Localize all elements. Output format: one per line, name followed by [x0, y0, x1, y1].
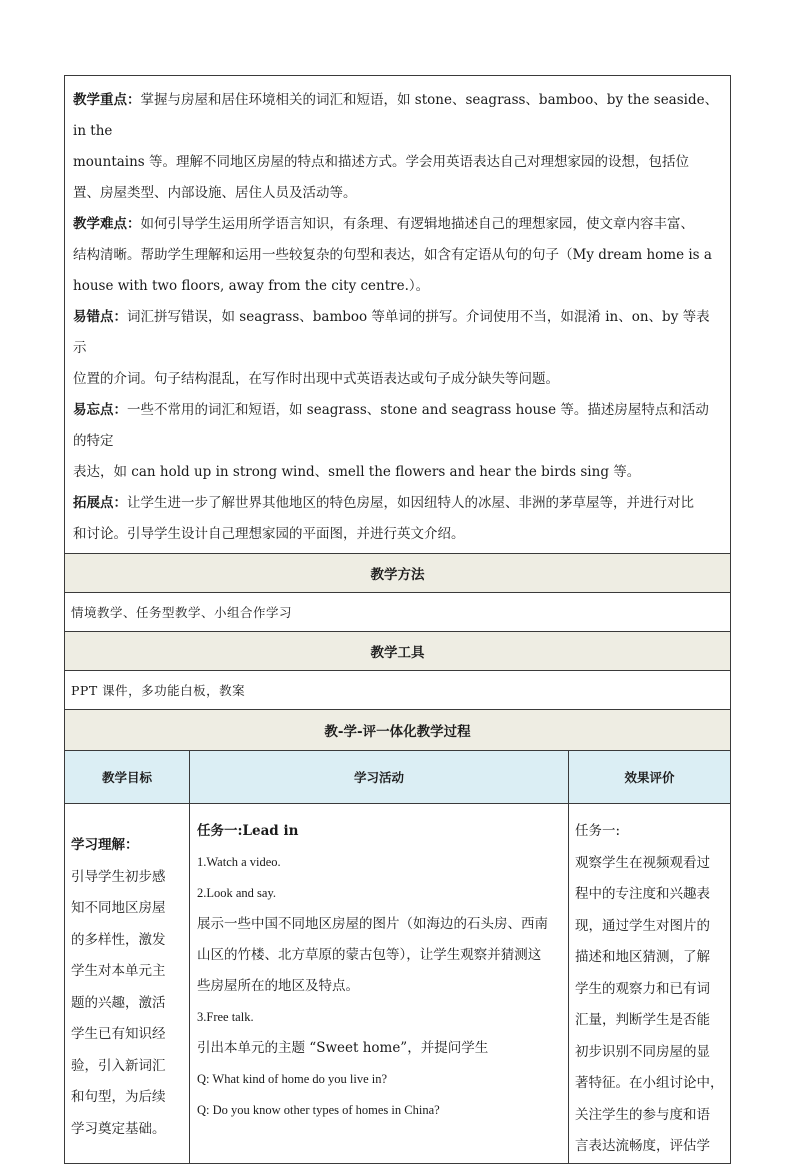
objective-cell: [65, 804, 190, 1164]
evaluation-column-header: 效果评价: [569, 751, 731, 804]
activity-line: 山区的竹楼、北方草原的蒙古包等），让学生观察并猜测这: [197, 947, 542, 963]
errors-line: 位置的介词。句子结构混乱，在写作时出现中式英语表达或句子成分缺失等问题。: [73, 371, 559, 387]
focus-line: 置、房屋类型、内部设施、居住人员及活动等。: [73, 185, 357, 201]
evaluation-line: 观察学生在视频观看过: [575, 854, 710, 871]
forget-paragraph: [73, 395, 722, 488]
activity-column-header: 学习活动: [190, 751, 569, 804]
activity-line: 引出本单元的主题 “Sweet home”，并提问学生: [197, 1040, 489, 1056]
process-body-row: [65, 804, 731, 1164]
errors-label: 易错点：: [73, 309, 127, 325]
forget-line: 表达，如 can hold up in strong wind、smell the flowers and hear the birds sing 等。: [73, 464, 641, 480]
process-column-header-row: [65, 751, 731, 804]
methods-title: 教学方法: [65, 554, 731, 593]
focus-paragraph: [73, 85, 722, 209]
objective-line: 验，引入新词汇: [71, 1057, 166, 1074]
evaluation-line: 学生的观察力和已有词: [575, 980, 710, 997]
methods-content: 情境教学、任务型教学、小组合作学习: [65, 593, 731, 632]
evaluation-line: 著特征。在小组讨论中，: [575, 1075, 724, 1091]
activity-line: 1.Watch a video.: [197, 855, 281, 869]
difficulty-line: 结构清晰。帮助学生理解和运用一些较复杂的句型和表达，如含有定语从句的句子（My dream home is a: [73, 247, 712, 263]
objective-line: 学习奠定基础。: [71, 1120, 166, 1137]
activity-line: Q: What kind of home do you live in?: [197, 1072, 388, 1086]
process-header-row: [65, 710, 731, 751]
evaluation-line: 关注学生的参与度和语: [575, 1106, 710, 1123]
evaluation-line: 现，通过学生对图片的: [575, 917, 710, 934]
evaluation-line: 初步识别不同房屋的显: [575, 1043, 710, 1060]
difficulty-line: 如何引导学生运用所学语言知识，有条理、有逻辑地描述自己的理想家园，使文章内容丰富、: [140, 216, 694, 232]
difficulty-paragraph: [73, 209, 722, 302]
errors-paragraph: [73, 302, 722, 395]
extension-paragraph: [73, 488, 722, 550]
focus-line: mountains 等。理解不同地区房屋的特点和描述方式。学会用英语表达自己对理想家园的设想，包括位: [73, 154, 690, 170]
key-points-cell: [65, 76, 731, 554]
tools-content-row: [65, 671, 731, 710]
evaluation-line: 程中的专注度和兴趣表: [575, 886, 710, 902]
activity-line: 展示一些中国不同地区房屋的图片（如海边的石头房、西南: [197, 916, 548, 932]
difficulty-label: 教学难点：: [73, 216, 141, 232]
process-title: 教-学-评一体化教学过程: [65, 710, 731, 751]
objective-label: 学习理解：: [71, 837, 139, 853]
activity-cell: [190, 804, 569, 1164]
activity-line: 3.Free talk.: [197, 1010, 254, 1024]
objective-line: 题的兴趣，激活: [71, 994, 166, 1011]
evaluation-label: 任务一:: [575, 823, 621, 839]
extension-line: 让学生进一步了解世界其他地区的特色房屋，如因纽特人的冰屋、非洲的茅草屋等，并进行对比: [127, 495, 694, 511]
objective-line: 知不同地区房屋: [71, 900, 166, 916]
forget-line: 一些不常用的词汇和短语，如 seagrass、stone and seagrass house 等。描述房屋特点和活动的特定: [73, 402, 709, 449]
difficulty-line: house with two floors, away from the city centre.）。: [73, 278, 430, 294]
activity-line: 2.Look and say.: [197, 886, 277, 900]
lesson-plan-table: [64, 75, 731, 1164]
extension-label: 拓展点：: [73, 495, 127, 511]
focus-label: 教学重点：: [73, 92, 141, 108]
tools-header-row: [65, 632, 731, 671]
evaluation-cell: [569, 804, 731, 1164]
methods-content-row: [65, 593, 731, 632]
key-points-row: [65, 76, 731, 554]
methods-header-row: [65, 554, 731, 593]
extension-line: 和讨论。引导学生设计自己理想家园的平面图，并进行英文介绍。: [73, 526, 465, 542]
forget-label: 易忘点：: [73, 402, 127, 418]
objective-column-header: 教学目标: [65, 751, 190, 804]
focus-line: 掌握与房屋和居住环境相关的词汇和短语，如 stone、seagrass、bamboo、by the seaside、in the: [73, 92, 719, 139]
evaluation-line: 汇量，判断学生是否能: [575, 1012, 710, 1028]
activity-line: Q: Do you know other types of homes in China?: [197, 1103, 440, 1117]
evaluation-line: 言表达流畅度，评估学: [575, 1138, 710, 1154]
objective-line: 学生已有知识经: [71, 1026, 166, 1042]
errors-line: 词汇拼写错误，如 seagrass、bamboo 等单词的拼写。介词使用不当，如混淆 in、on、by 等表示: [73, 309, 710, 356]
tools-content: PPT 课件，多功能白板，教案: [65, 671, 731, 710]
activity-line: 些房屋所在的地区及特点。: [197, 978, 359, 994]
objective-line: 的多样性，激发: [71, 931, 166, 948]
lesson-plan-sheet: [64, 75, 730, 1164]
tools-title: 教学工具: [65, 632, 731, 671]
activity-task-title: 任务一:Lead in: [197, 823, 299, 839]
objective-line: 和句型，为后续: [71, 1089, 166, 1105]
evaluation-line: 描述和地区猜测，了解: [575, 949, 710, 965]
objective-line: 学生对本单元主: [71, 963, 166, 979]
objective-line: 引导学生初步感: [71, 868, 166, 885]
